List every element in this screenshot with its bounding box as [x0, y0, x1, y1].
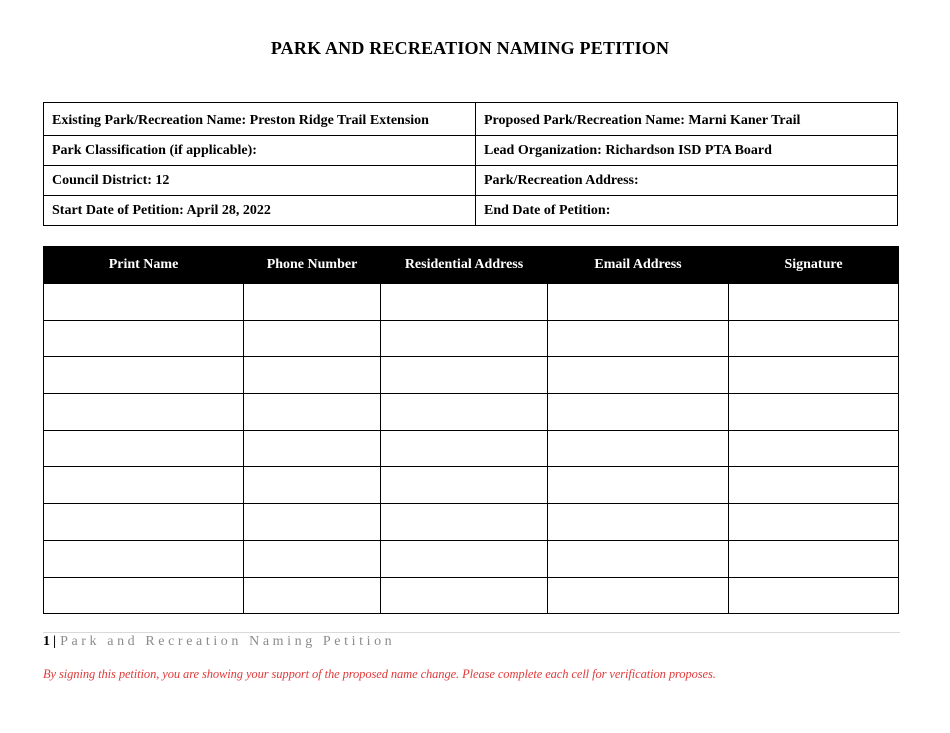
- print-name-cell[interactable]: [44, 430, 244, 467]
- signature-table-body: [44, 284, 899, 614]
- table-row: [44, 357, 899, 394]
- email-address-cell[interactable]: [548, 284, 729, 321]
- signing-notice: By signing this petition, you are showing your support of the proposed name change. Please complete each cell for verification proposes.: [43, 667, 716, 681]
- info-row: [44, 136, 898, 166]
- phone-number-cell[interactable]: [244, 467, 381, 504]
- residential-address-cell[interactable]: [381, 430, 548, 467]
- start-date-field[interactable]: Start Date of Petition: April 28, 2022: [44, 196, 476, 226]
- phone-number-cell[interactable]: [244, 577, 381, 614]
- signature-cell[interactable]: [729, 394, 899, 431]
- address-field[interactable]: Park/Recreation Address:: [476, 166, 898, 196]
- print-name-cell[interactable]: [44, 467, 244, 504]
- classification-field[interactable]: Park Classification (if applicable):: [44, 136, 476, 166]
- page-title: PARK AND RECREATION NAMING PETITION: [270, 38, 670, 58]
- email-address-cell[interactable]: [548, 577, 729, 614]
- email-address-cell[interactable]: [548, 467, 729, 504]
- signature-table-header: [44, 247, 899, 284]
- table-row: [44, 394, 899, 431]
- petition-info-table: [43, 102, 898, 226]
- email-address-cell[interactable]: [548, 540, 729, 577]
- phone-number-cell[interactable]: [244, 357, 381, 394]
- email-address-cell[interactable]: [548, 430, 729, 467]
- phone-number-cell[interactable]: [244, 430, 381, 467]
- residential-address-cell[interactable]: [381, 504, 548, 541]
- residential-address-cell[interactable]: [381, 577, 548, 614]
- table-row: [44, 320, 899, 357]
- signature-cell[interactable]: [729, 467, 899, 504]
- signature-cell[interactable]: [729, 430, 899, 467]
- table-row: [44, 430, 899, 467]
- table-row: [44, 467, 899, 504]
- header-email-address: Email Address: [548, 247, 729, 284]
- header-residential-address: Residential Address: [381, 247, 548, 284]
- print-name-cell[interactable]: [44, 357, 244, 394]
- residential-address-cell[interactable]: [381, 540, 548, 577]
- email-address-cell[interactable]: [548, 504, 729, 541]
- council-district-field[interactable]: Council District: 12: [44, 166, 476, 196]
- footer-separator: |: [53, 634, 57, 649]
- print-name-cell[interactable]: [44, 394, 244, 431]
- print-name-cell[interactable]: [44, 504, 244, 541]
- proposed-name-field[interactable]: Proposed Park/Recreation Name: Marni Kaner Trail: [476, 103, 898, 136]
- table-row: [44, 577, 899, 614]
- phone-number-cell[interactable]: [244, 540, 381, 577]
- signature-cell[interactable]: [729, 577, 899, 614]
- signature-table: [43, 246, 899, 614]
- residential-address-cell[interactable]: [381, 284, 548, 321]
- residential-address-cell[interactable]: [381, 467, 548, 504]
- phone-number-cell[interactable]: [244, 284, 381, 321]
- signature-cell[interactable]: [729, 540, 899, 577]
- print-name-cell[interactable]: [44, 284, 244, 321]
- signature-cell[interactable]: [729, 504, 899, 541]
- print-name-cell[interactable]: [44, 577, 244, 614]
- lead-organization-field[interactable]: Lead Organization: Richardson ISD PTA Board: [476, 136, 898, 166]
- signature-cell[interactable]: [729, 357, 899, 394]
- phone-number-cell[interactable]: [244, 394, 381, 431]
- table-row: [44, 540, 899, 577]
- print-name-cell[interactable]: [44, 540, 244, 577]
- header-phone-number: Phone Number: [244, 247, 381, 284]
- footer-document-title: Park and Recreation Naming Petition: [60, 634, 396, 649]
- table-row: [44, 504, 899, 541]
- residential-address-cell[interactable]: [381, 394, 548, 431]
- page-footer: [43, 633, 395, 651]
- existing-name-field[interactable]: Existing Park/Recreation Name: Preston Ridge Trail Extension: [44, 103, 476, 136]
- header-print-name: Print Name: [44, 247, 244, 284]
- phone-number-cell[interactable]: [244, 320, 381, 357]
- table-row: [44, 284, 899, 321]
- phone-number-cell[interactable]: [244, 504, 381, 541]
- email-address-cell[interactable]: [548, 320, 729, 357]
- residential-address-cell[interactable]: [381, 357, 548, 394]
- header-signature: Signature: [729, 247, 899, 284]
- info-row: [44, 196, 898, 226]
- signature-cell[interactable]: [729, 320, 899, 357]
- email-address-cell[interactable]: [548, 357, 729, 394]
- residential-address-cell[interactable]: [381, 320, 548, 357]
- email-address-cell[interactable]: [548, 394, 729, 431]
- signature-cell[interactable]: [729, 284, 899, 321]
- page-number: 1: [43, 634, 50, 649]
- print-name-cell[interactable]: [44, 320, 244, 357]
- end-date-field[interactable]: End Date of Petition:: [476, 196, 898, 226]
- info-row: [44, 166, 898, 196]
- info-row: [44, 103, 898, 136]
